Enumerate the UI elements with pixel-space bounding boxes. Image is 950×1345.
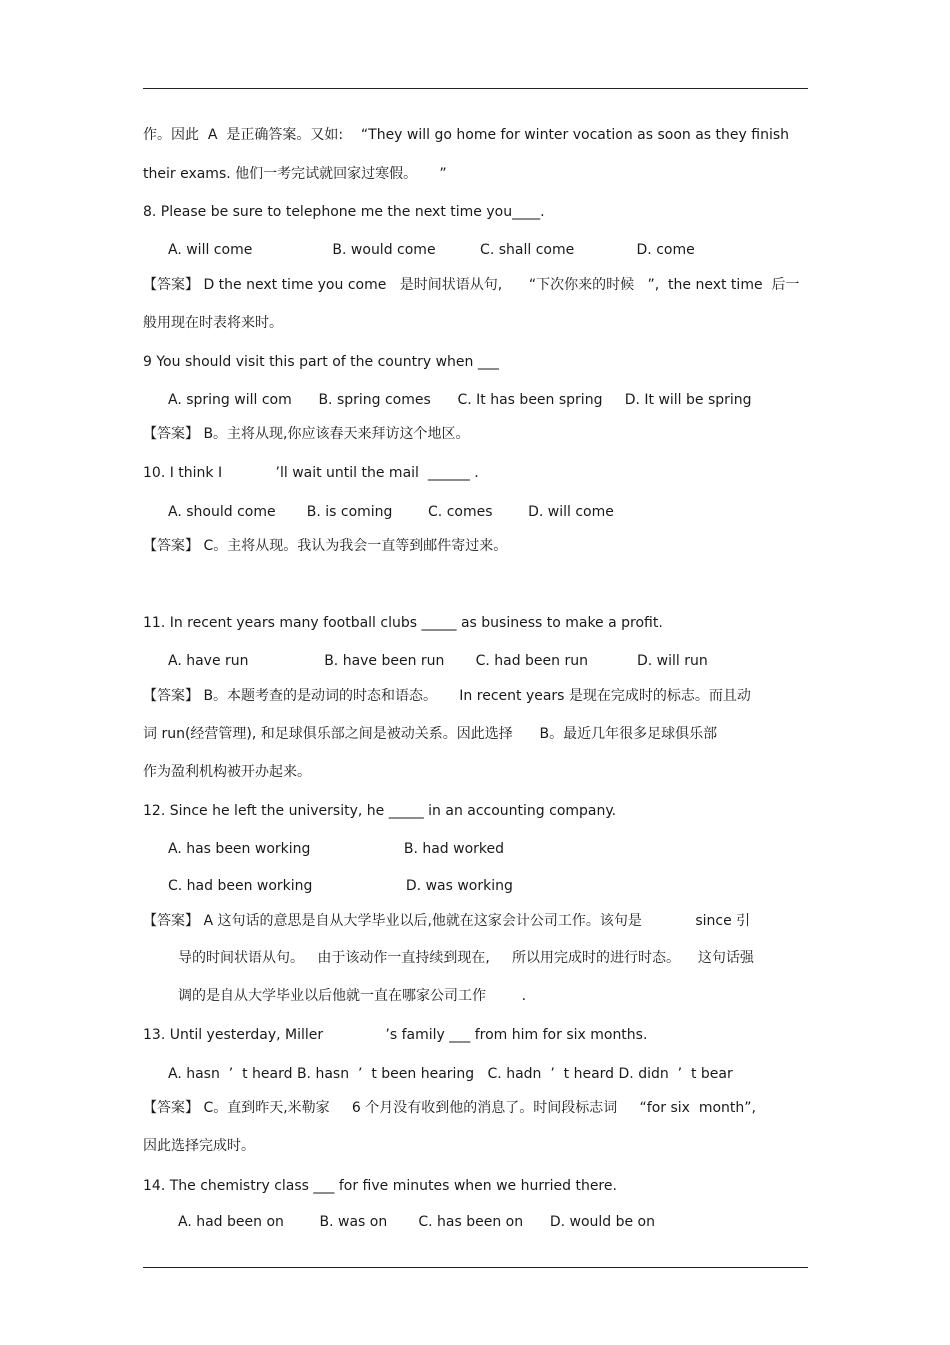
- header-rule: [143, 88, 808, 89]
- answer-11-cont: 作为盈利机构被开办起来。: [143, 764, 311, 780]
- question-13: 13. Until yesterday, Miller ’s family ___ from him for six months.: [143, 1027, 648, 1043]
- answer-12-cont: 导的时间状语从句。 由于该动作一直持续到现在, 所以用完成时的进行时态。 这句话强: [178, 950, 754, 966]
- answer-12-cont: 调的是自从大学毕业以后他就一直在哪家公司工作 .: [178, 988, 527, 1004]
- options-8: A. will come B. would come C. shall come D. come: [168, 242, 695, 258]
- options-11: A. have run B. have been run C. had been run D. will run: [168, 653, 708, 669]
- options-9: A. spring will com B. spring comes C. It has been spring D. It will be spring: [168, 392, 752, 408]
- question-11: 11. In recent years many football clubs _____ as business to make a profit.: [143, 615, 663, 631]
- question-8: 8. Please be sure to telephone me the next time you____.: [143, 204, 545, 220]
- answer-11-cont: 词 run(经营管理), 和足球俱乐部之间是被动关系。因此选择 B。最近几年很多足球俱乐部: [143, 726, 718, 742]
- answer-8: 【答案】 D the next time you come 是时间状语从句, “下次你来的时候 ”, the next time 后一: [143, 277, 800, 293]
- answer-11: 【答案】 B。本题考查的是动词的时态和语态。 In recent years 是现在完成时的标志。而且动: [143, 688, 751, 704]
- question-14: 14. The chemistry class ___ for five minutes when we hurried there.: [143, 1178, 617, 1194]
- question-10: 10. I think I ’ll wait until the mail ______ .: [143, 465, 479, 481]
- answer-9: 【答案】 B。主将从现,你应该春天来拜访这个地区。: [143, 426, 470, 442]
- text-line: 作。因此 A 是正确答案。又如: “They will go home for winter vocation as soon as they finish: [143, 127, 790, 143]
- options-14: A. had been on B. was on C. has been on D. would be on: [178, 1214, 655, 1230]
- answer-10: 【答案】 C。主将从现。我认为我会一直等到邮件寄过来。: [143, 538, 508, 554]
- options-10: A. should come B. is coming C. comes D. will come: [168, 504, 614, 520]
- question-12: 12. Since he left the university, he _____ in an accounting company.: [143, 803, 617, 819]
- answer-8-cont: 般用现在时表将来时。: [143, 315, 283, 331]
- text-line: their exams. 他们一考完试就回家过寒假。 ”: [143, 166, 447, 182]
- question-9: 9 You should visit this part of the country when ___: [143, 354, 499, 370]
- answer-13: 【答案】 C。直到昨天,米勒家 6 个月没有收到他的消息了。时间段标志词 “for six month”,: [143, 1100, 756, 1116]
- answer-12: 【答案】 A 这句话的意思是自从大学毕业以后,他就在这家会计公司工作。该句是 since 引: [143, 913, 751, 929]
- options-13: A. hasn ’ t heard B. hasn ’ t been hearing C. hadn ’ t heard D. didn ’ t bear: [168, 1066, 733, 1082]
- footer-rule: [143, 1267, 808, 1268]
- options-12-ab: A. has been working B. had worked: [168, 841, 505, 857]
- answer-13-cont: 因此选择完成时。: [143, 1138, 255, 1154]
- options-12-cd: C. had been working D. was working: [168, 878, 513, 894]
